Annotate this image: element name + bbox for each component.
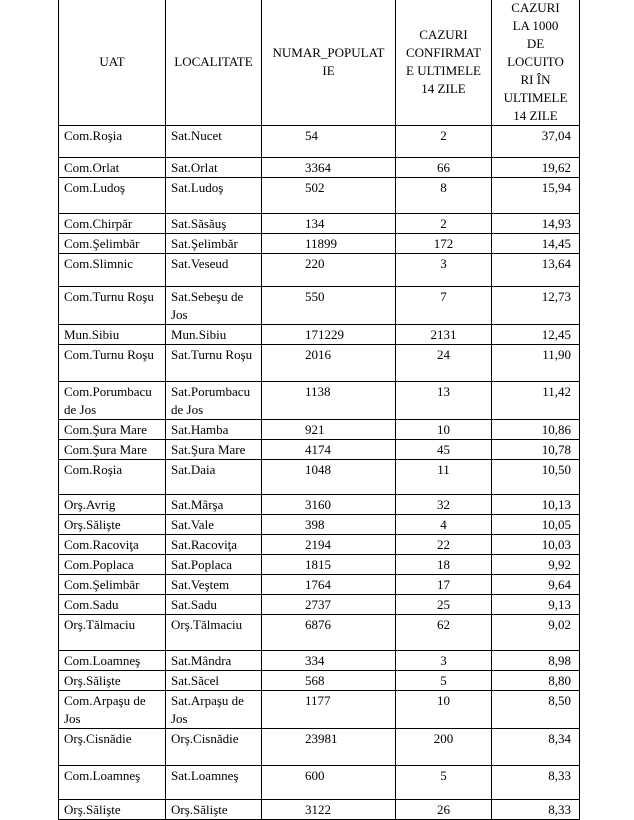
populatie-cell: 2016 bbox=[262, 345, 396, 382]
table-row bbox=[59, 671, 580, 691]
rata-cell: 8,50 bbox=[492, 691, 580, 729]
populatie-cell: 600 bbox=[262, 766, 396, 800]
populatie-cell: 1138 bbox=[262, 382, 396, 420]
table-row bbox=[59, 615, 580, 651]
cazuri-cell: 172 bbox=[396, 234, 492, 254]
header-cazuri-confirmate: CAZURI CONFIRMAT E ULTIMELE 14 ZILE bbox=[396, 0, 492, 126]
localitate-cell: Sat.Sebeşu de Jos bbox=[166, 287, 262, 325]
localitate-cell: Orş.Tălmaciu bbox=[166, 615, 262, 651]
cazuri-cell: 2 bbox=[396, 214, 492, 234]
populatie-cell: 1048 bbox=[262, 460, 396, 495]
populatie-cell: 54 bbox=[262, 126, 396, 158]
rata-cell: 14,93 bbox=[492, 214, 580, 234]
table-row bbox=[59, 345, 580, 382]
localitate-cell: Mun.Sibiu bbox=[166, 325, 262, 345]
rata-cell: 14,45 bbox=[492, 234, 580, 254]
rata-cell: 8,80 bbox=[492, 671, 580, 691]
populatie-cell: 23981 bbox=[262, 729, 396, 766]
header-uat: UAT bbox=[59, 0, 166, 126]
rata-cell: 11,90 bbox=[492, 345, 580, 382]
localitate-cell: Sat.Mândra bbox=[166, 651, 262, 671]
cazuri-cell: 26 bbox=[396, 800, 492, 820]
rata-cell: 12,73 bbox=[492, 287, 580, 325]
rata-cell: 10,78 bbox=[492, 440, 580, 460]
populatie-cell: 2194 bbox=[262, 535, 396, 555]
table-row bbox=[59, 691, 580, 729]
localitate-cell: Sat.Poplaca bbox=[166, 555, 262, 575]
localitate-cell: Sat.Mârşa bbox=[166, 495, 262, 515]
populatie-cell: 3122 bbox=[262, 800, 396, 820]
header-numar-populatie: NUMAR_POPULAT IE bbox=[262, 0, 396, 126]
rata-cell: 8,33 bbox=[492, 766, 580, 800]
uat-cell: Com.Şelimbăr bbox=[59, 234, 166, 254]
uat-cell: Orş.Sălişte bbox=[59, 671, 166, 691]
table-row bbox=[59, 766, 580, 800]
cazuri-cell: 17 bbox=[396, 575, 492, 595]
uat-cell: Com.Turnu Roşu bbox=[59, 345, 166, 382]
covid-incidence-table bbox=[58, 0, 580, 820]
uat-cell: Com.Ludoş bbox=[59, 178, 166, 214]
cazuri-cell: 2 bbox=[396, 126, 492, 158]
cazuri-cell: 8 bbox=[396, 178, 492, 214]
table-row bbox=[59, 595, 580, 615]
localitate-cell: Sat.Şelimbăr bbox=[166, 234, 262, 254]
populatie-cell: 921 bbox=[262, 420, 396, 440]
uat-cell: Orş.Avrig bbox=[59, 495, 166, 515]
populatie-cell: 502 bbox=[262, 178, 396, 214]
cazuri-cell: 11 bbox=[396, 460, 492, 495]
uat-cell: Com.Slimnic bbox=[59, 254, 166, 287]
uat-cell: Com.Roşia bbox=[59, 460, 166, 495]
table-row bbox=[59, 651, 580, 671]
uat-cell: Orş.Tălmaciu bbox=[59, 615, 166, 651]
cazuri-cell: 22 bbox=[396, 535, 492, 555]
rata-cell: 12,45 bbox=[492, 325, 580, 345]
localitate-cell: Sat.Turnu Roşu bbox=[166, 345, 262, 382]
localitate-cell: Sat.Veştem bbox=[166, 575, 262, 595]
rata-cell: 8,34 bbox=[492, 729, 580, 766]
cazuri-cell: 24 bbox=[396, 345, 492, 382]
rata-cell: 8,33 bbox=[492, 800, 580, 820]
rata-cell: 37,04 bbox=[492, 126, 580, 158]
header-cazuri-la-1000: CAZURI LA 1000 DE LOCUITO RI ÎN ULTIMELE 14 ZILE bbox=[492, 0, 580, 126]
cazuri-cell: 4 bbox=[396, 515, 492, 535]
uat-cell: Com.Şelimbăr bbox=[59, 575, 166, 595]
uat-cell: Com.Arpaşu de Jos bbox=[59, 691, 166, 729]
uat-cell: Com.Turnu Roşu bbox=[59, 287, 166, 325]
populatie-cell: 11899 bbox=[262, 234, 396, 254]
uat-cell: Com.Orlat bbox=[59, 158, 166, 178]
cazuri-cell: 10 bbox=[396, 691, 492, 729]
uat-cell: Com.Loamneş bbox=[59, 651, 166, 671]
populatie-cell: 398 bbox=[262, 515, 396, 535]
populatie-cell: 3364 bbox=[262, 158, 396, 178]
uat-cell: Com.Porumbacu de Jos bbox=[59, 382, 166, 420]
populatie-cell: 568 bbox=[262, 671, 396, 691]
cazuri-cell: 2131 bbox=[396, 325, 492, 345]
cazuri-cell: 3 bbox=[396, 254, 492, 287]
cazuri-cell: 7 bbox=[396, 287, 492, 325]
rata-cell: 9,92 bbox=[492, 555, 580, 575]
populatie-cell: 334 bbox=[262, 651, 396, 671]
populatie-cell: 3160 bbox=[262, 495, 396, 515]
uat-cell: Com.Roşia bbox=[59, 126, 166, 158]
table-row bbox=[59, 460, 580, 495]
populatie-cell: 2737 bbox=[262, 595, 396, 615]
table-row bbox=[59, 420, 580, 440]
table-row bbox=[59, 729, 580, 766]
uat-cell: Orş.Cisnădie bbox=[59, 729, 166, 766]
table-row bbox=[59, 234, 580, 254]
uat-cell: Orş.Sălişte bbox=[59, 800, 166, 820]
rata-cell: 9,02 bbox=[492, 615, 580, 651]
rata-cell: 10,86 bbox=[492, 420, 580, 440]
cazuri-cell: 45 bbox=[396, 440, 492, 460]
localitate-cell: Sat.Veseud bbox=[166, 254, 262, 287]
cazuri-cell: 62 bbox=[396, 615, 492, 651]
table-row bbox=[59, 126, 580, 158]
localitate-cell: Sat.Loamneş bbox=[166, 766, 262, 800]
table-row bbox=[59, 158, 580, 178]
table-row bbox=[59, 178, 580, 214]
localitate-cell: Sat.Porumbacu de Jos bbox=[166, 382, 262, 420]
uat-cell: Com.Sadu bbox=[59, 595, 166, 615]
localitate-cell: Sat.Şura Mare bbox=[166, 440, 262, 460]
uat-cell: Com.Loamneş bbox=[59, 766, 166, 800]
localitate-cell: Orş.Sălişte bbox=[166, 800, 262, 820]
populatie-cell: 4174 bbox=[262, 440, 396, 460]
table-row bbox=[59, 382, 580, 420]
table-row bbox=[59, 515, 580, 535]
populatie-cell: 171229 bbox=[262, 325, 396, 345]
populatie-cell: 220 bbox=[262, 254, 396, 287]
populatie-cell: 1764 bbox=[262, 575, 396, 595]
cazuri-cell: 32 bbox=[396, 495, 492, 515]
populatie-cell: 1177 bbox=[262, 691, 396, 729]
table-row bbox=[59, 440, 580, 460]
localitate-cell: Sat.Arpaşu de Jos bbox=[166, 691, 262, 729]
header-row bbox=[59, 0, 580, 126]
uat-cell: Com.Chirpăr bbox=[59, 214, 166, 234]
rata-cell: 10,13 bbox=[492, 495, 580, 515]
table-row bbox=[59, 535, 580, 555]
cazuri-cell: 25 bbox=[396, 595, 492, 615]
cazuri-cell: 5 bbox=[396, 766, 492, 800]
populatie-cell: 1815 bbox=[262, 555, 396, 575]
localitate-cell: Sat.Sadu bbox=[166, 595, 262, 615]
rata-cell: 8,98 bbox=[492, 651, 580, 671]
uat-cell: Com.Racoviţa bbox=[59, 535, 166, 555]
populatie-cell: 550 bbox=[262, 287, 396, 325]
rata-cell: 15,94 bbox=[492, 178, 580, 214]
table-row bbox=[59, 495, 580, 515]
uat-cell: Mun.Sibiu bbox=[59, 325, 166, 345]
rata-cell: 10,05 bbox=[492, 515, 580, 535]
header-localitate: LOCALITATE bbox=[166, 0, 262, 126]
rata-cell: 10,50 bbox=[492, 460, 580, 495]
rata-cell: 19,62 bbox=[492, 158, 580, 178]
localitate-cell: Sat.Daia bbox=[166, 460, 262, 495]
cazuri-cell: 10 bbox=[396, 420, 492, 440]
cazuri-cell: 13 bbox=[396, 382, 492, 420]
cazuri-cell: 66 bbox=[396, 158, 492, 178]
localitate-cell: Sat.Săsăuş bbox=[166, 214, 262, 234]
cazuri-cell: 18 bbox=[396, 555, 492, 575]
populatie-cell: 134 bbox=[262, 214, 396, 234]
uat-cell: Orş.Sălişte bbox=[59, 515, 166, 535]
localitate-cell: Sat.Ludoş bbox=[166, 178, 262, 214]
cazuri-cell: 3 bbox=[396, 651, 492, 671]
rata-cell: 9,64 bbox=[492, 575, 580, 595]
populatie-cell: 6876 bbox=[262, 615, 396, 651]
localitate-cell: Sat.Hamba bbox=[166, 420, 262, 440]
localitate-cell: Orş.Cisnădie bbox=[166, 729, 262, 766]
localitate-cell: Sat.Racoviţa bbox=[166, 535, 262, 555]
uat-cell: Com.Şura Mare bbox=[59, 420, 166, 440]
table-row bbox=[59, 214, 580, 234]
rata-cell: 13,64 bbox=[492, 254, 580, 287]
table-row bbox=[59, 575, 580, 595]
table-row bbox=[59, 254, 580, 287]
rata-cell: 10,03 bbox=[492, 535, 580, 555]
localitate-cell: Sat.Vale bbox=[166, 515, 262, 535]
localitate-cell: Sat.Nucet bbox=[166, 126, 262, 158]
localitate-cell: Sat.Săcel bbox=[166, 671, 262, 691]
table-row bbox=[59, 800, 580, 820]
cazuri-cell: 200 bbox=[396, 729, 492, 766]
rata-cell: 9,13 bbox=[492, 595, 580, 615]
table-row bbox=[59, 287, 580, 325]
table-row bbox=[59, 555, 580, 575]
cazuri-cell: 5 bbox=[396, 671, 492, 691]
localitate-cell: Sat.Orlat bbox=[166, 158, 262, 178]
uat-cell: Com.Poplaca bbox=[59, 555, 166, 575]
table-row bbox=[59, 325, 580, 345]
rata-cell: 11,42 bbox=[492, 382, 580, 420]
uat-cell: Com.Şura Mare bbox=[59, 440, 166, 460]
